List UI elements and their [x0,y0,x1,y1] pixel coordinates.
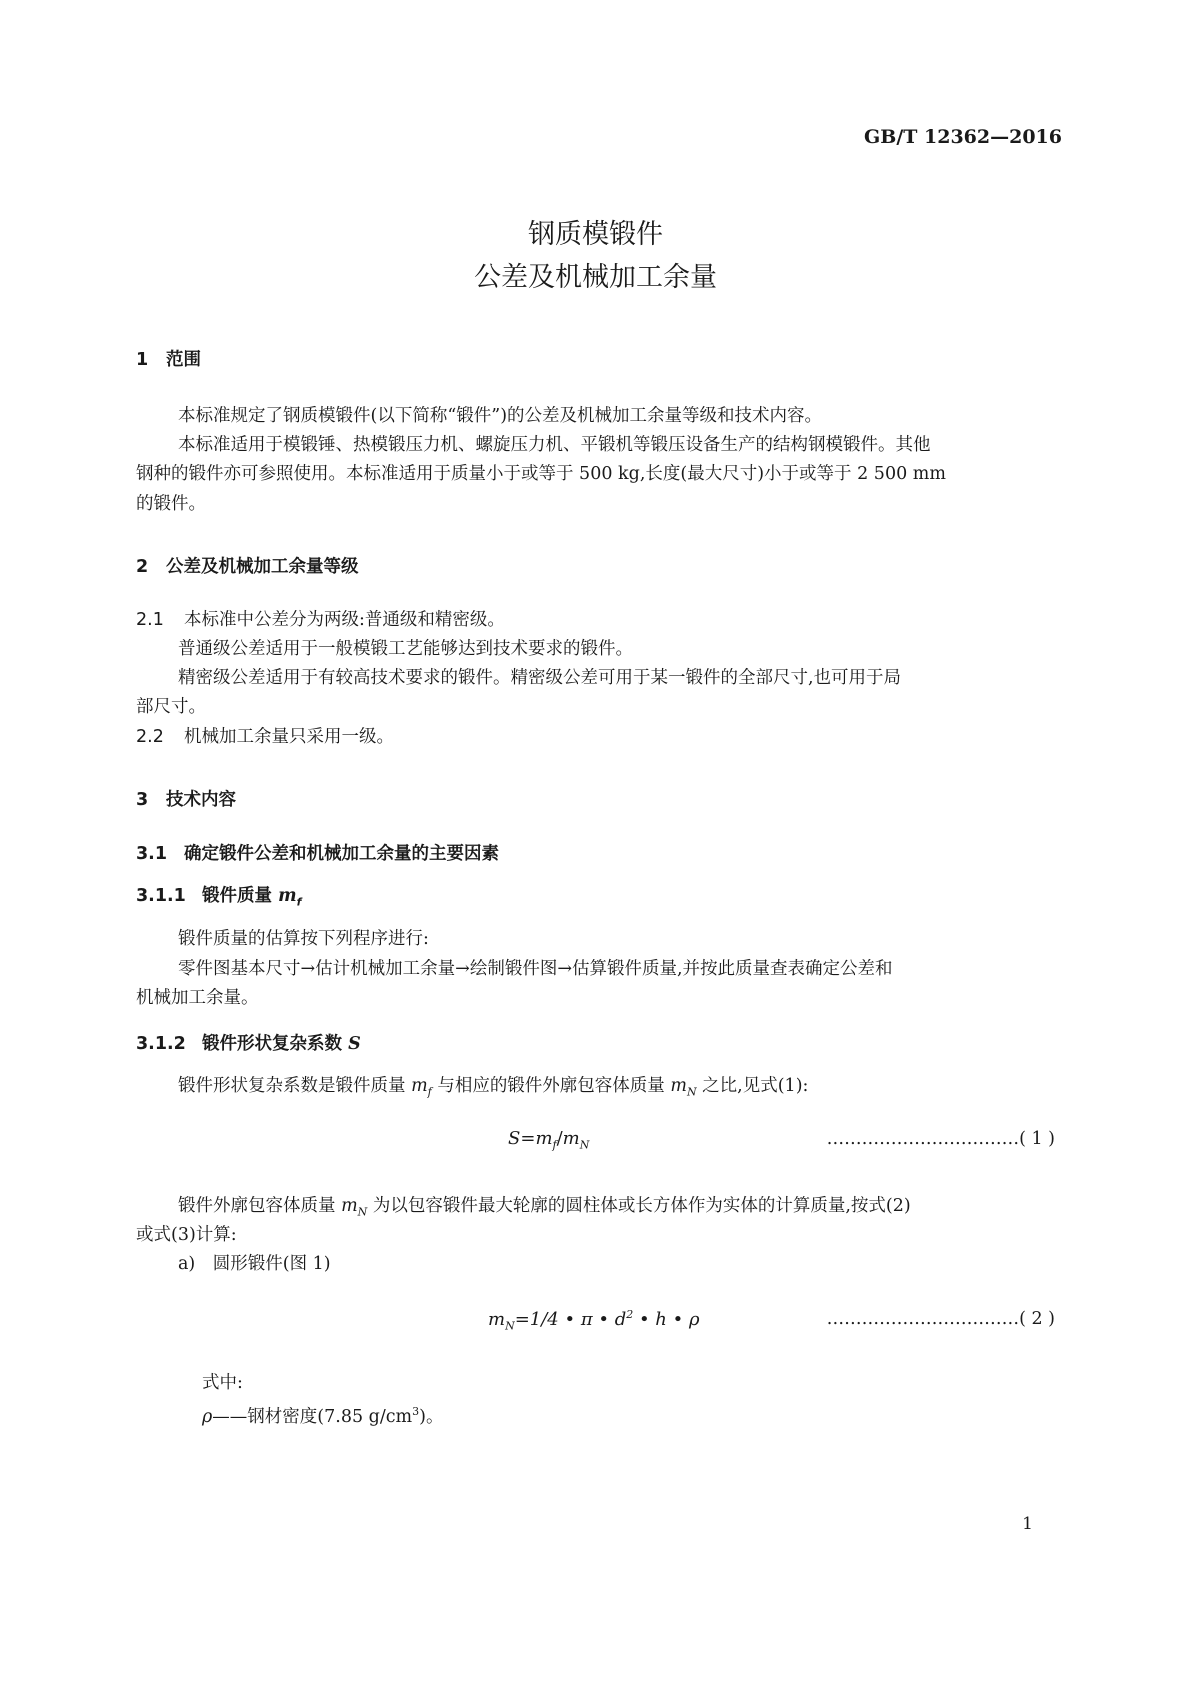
formula-text: =1/4 • π • d [514,1309,627,1330]
symbol: S [508,1128,521,1149]
slash: / [556,1128,563,1149]
equals-sign: = [520,1128,536,1149]
symbol: m [670,1076,687,1096]
equation-2 [488,1308,700,1333]
symbol: m [278,886,297,906]
section-3-1-2-heading [136,1030,361,1055]
symbol: S [348,1034,361,1054]
paragraph: 的锻件。 [136,494,206,514]
symbol: m [535,1128,553,1149]
clause-number: 2.2 [136,727,164,747]
symbol: m [488,1309,506,1330]
clause-2-2 [136,721,1058,753]
paragraph: 零件图基本尺寸→估计机械加工余量→绘制锻件图→估算锻件质量,并按此质量查表确定公差和 [178,959,893,979]
document-title-line1: 钢质模锻件 [528,219,663,250]
paragraph [178,1070,808,1109]
section-3-heading [136,786,236,811]
section-3-1-1-heading [136,882,301,909]
paragraph: 机械加工余量。 [136,988,259,1008]
section-title: 锻件质量 [202,886,272,906]
paragraph: 钢种的锻件亦可参照使用。本标准适用于质量小于或等于 500 kg,长度(最大尺寸)小于或等于 2 500 mm [136,464,946,484]
paragraph: 或式(3)计算: [136,1225,237,1245]
document-title-line2: 公差及机械加工余量 [474,262,717,293]
formula-text: • h • ρ [633,1309,700,1330]
section-title: 公差及机械加工余量等级 [166,557,359,577]
section-number: 3 [136,790,149,810]
symbol: m [341,1196,358,1216]
subscript: N [357,1205,368,1219]
text-run: 锻件形状复杂系数是锻件质量 [178,1076,412,1096]
list-item-a: a) 圆形锻件(图 1) [178,1254,331,1274]
clause-text: 本标准中公差分为两级:普通级和精密级。 [184,610,505,630]
symbol-subscript: f [296,895,302,909]
superscript: 3 [412,1405,420,1418]
where-label: 式中: [202,1373,243,1393]
subscript: N [686,1085,697,1099]
paragraph: 部尺寸。 [136,697,206,717]
text-run: 为以包容锻件最大轮廓的圆柱体或长方体作为实体的计算质量,按式(2) [367,1196,911,1216]
symbol: m [562,1128,580,1149]
section-number: 2 [136,557,149,577]
paragraph: 锻件质量的估算按下列程序进行: [178,929,429,949]
section-number: 3.1.1 [136,886,186,906]
section-2-heading [136,553,359,578]
subscript: N [579,1138,590,1152]
variable-definition [202,1396,443,1433]
equation-number-2: ……………………………( 2 ) [826,1309,1055,1329]
superscript: 2 [626,1308,634,1321]
section-title: 确定锻件公差和机械加工余量的主要因素 [184,844,499,864]
section-number: 1 [136,350,149,370]
definition-text: )。 [419,1406,444,1427]
page-number: 1 [1022,1514,1033,1534]
symbol: m [411,1076,428,1096]
clause-text: 机械加工余量只采用一级。 [184,727,394,747]
text-run: 与相应的锻件外廓包容体质量 [431,1076,671,1096]
section-title: 技术内容 [166,790,236,810]
paragraph: 本标准适用于模锻锤、热模锻压力机、螺旋压力机、平锻机等锻压设备生产的结构钢模锻件。其他 [178,435,931,455]
symbol: ρ [202,1406,213,1427]
section-1-heading [136,346,201,371]
text-run: 锻件外廓包容体质量 [178,1196,342,1216]
clause-2-1 [136,604,1058,636]
section-title: 锻件形状复杂系数 [202,1034,342,1054]
section-3-1-heading [136,840,499,865]
equation-number-1: ……………………………( 1 ) [826,1129,1055,1149]
paragraph: 普通级公差适用于一般模锻工艺能够达到技术要求的锻件。 [178,639,633,659]
definition-text: ——钢材密度(7.85 g/cm [212,1406,413,1427]
section-title: 范围 [166,350,201,370]
text-run: 之比,见式(1): [696,1076,809,1096]
subscript: N [505,1319,515,1333]
section-number: 3.1.2 [136,1034,186,1054]
clause-number: 2.1 [136,610,164,630]
equation-1 [508,1128,589,1152]
paragraph: 精密级公差适用于有较高技术要求的锻件。精密级公差可用于某一锻件的全部尺寸,也可用于局 [178,668,902,688]
paragraph: 本标准规定了钢质模锻件(以下简称“锻件”)的公差及机械加工余量等级和技术内容。 [178,406,823,426]
standard-code: GB/T 12362—2016 [864,126,1062,148]
subscript: f [552,1138,557,1152]
section-number: 3.1 [136,844,168,864]
subscript: f [427,1085,432,1099]
